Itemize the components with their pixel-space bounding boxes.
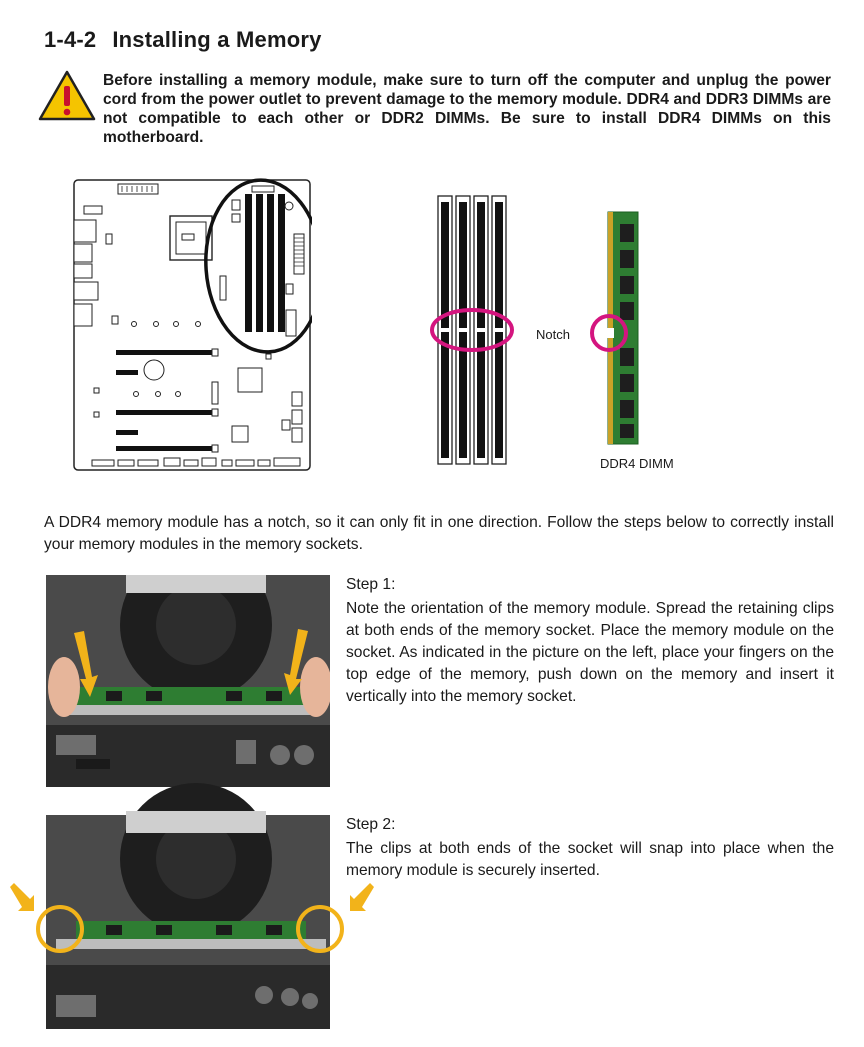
memory-socket	[438, 196, 452, 464]
step1-photo	[46, 575, 330, 787]
intro-paragraph: A DDR4 memory module has a notch, so it can only fit in one direction. Follow the steps below to correctly install your memory modules in the memory sockets.	[44, 514, 834, 553]
warning-triangle-icon	[38, 70, 96, 122]
section-number: 1-4-2	[44, 27, 97, 52]
section-title: Installing a Memory	[112, 27, 322, 52]
page-title	[44, 27, 322, 53]
step2-title: Step 2:	[346, 816, 396, 833]
step1-text: Note the orientation of the memory module. Spread the retaining clips at both ends of the memory socket. Place the memory module on the socket. As indicated in the picture on the left, place your fingers on the top edge of the memory, push down on the memory and insert it vertically into the memory socket.	[346, 600, 834, 705]
step1-title: Step 1:	[346, 576, 396, 593]
motherboard-diagram	[72, 178, 312, 472]
memory-sockets-diagram	[430, 190, 530, 470]
warning-text: Before installing a memory module, make sure to turn off the computer and unplug the power cord from the power outlet to prevent damage to the memory module. DDR4 and DDR3 DIMMs are not compatible to each other or DDR2 DIMMs. Be sure to install DDR4 DIMMs on this motherboard.	[103, 72, 831, 146]
ddr4-dimm-diagram	[590, 210, 650, 450]
step2-text: The clips at both ends of the socket will snap into place when the memory module is securely inserted.	[346, 840, 834, 879]
notch-label: Notch	[536, 327, 570, 342]
dimm-label: DDR4 DIMM	[600, 456, 674, 471]
step2-photo	[46, 815, 330, 1029]
